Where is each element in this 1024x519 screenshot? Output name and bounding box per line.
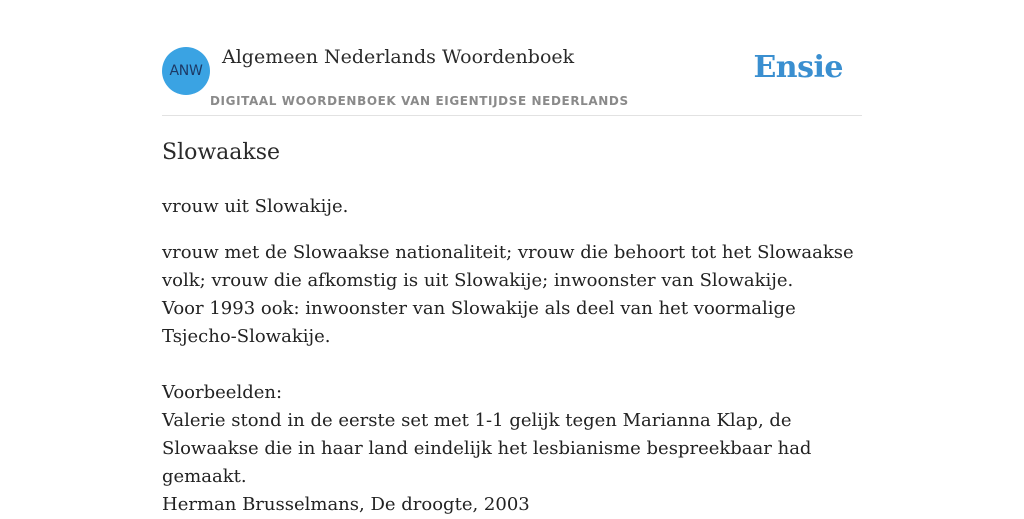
anw-logo[interactable]: ANW xyxy=(162,47,210,95)
example-quote: Valerie stond in de eerste set met 1-1 gelijk tegen Marianna Klap, de Slowaakse die in haar land eindelijk het lesbianisme bespreekbaar had gemaakt. xyxy=(162,410,812,487)
definition-block xyxy=(162,239,862,519)
example-source: Herman Brusselmans, De droogte, 2003 xyxy=(162,494,530,515)
definition-line: Voor 1993 ook: inwoonster van Slowakije als deel van het voormalige Tsjecho-Slowakije. xyxy=(162,298,796,347)
examples-heading: Voorbeelden: xyxy=(162,382,283,403)
source-header xyxy=(162,0,862,116)
definition-line: vrouw met de Slowaakse nationaliteit; vrouw die behoort tot het Slowaakse volk; vrouw die afkomstig is uit Slowakije; inwoonster van Slowakije. xyxy=(162,242,854,291)
entry-title: Slowaakse xyxy=(162,140,281,165)
page-content xyxy=(162,0,862,515)
source-name-link[interactable]: Algemeen Nederlands Woordenboek xyxy=(222,46,575,68)
short-definition: vrouw uit Slowakije. xyxy=(162,196,349,217)
source-subtitle: DIGITAAL WOORDENBOEK VAN EIGENTIJDSE NEDERLANDS xyxy=(210,94,629,108)
ensie-logo[interactable]: Ensie xyxy=(753,50,843,85)
